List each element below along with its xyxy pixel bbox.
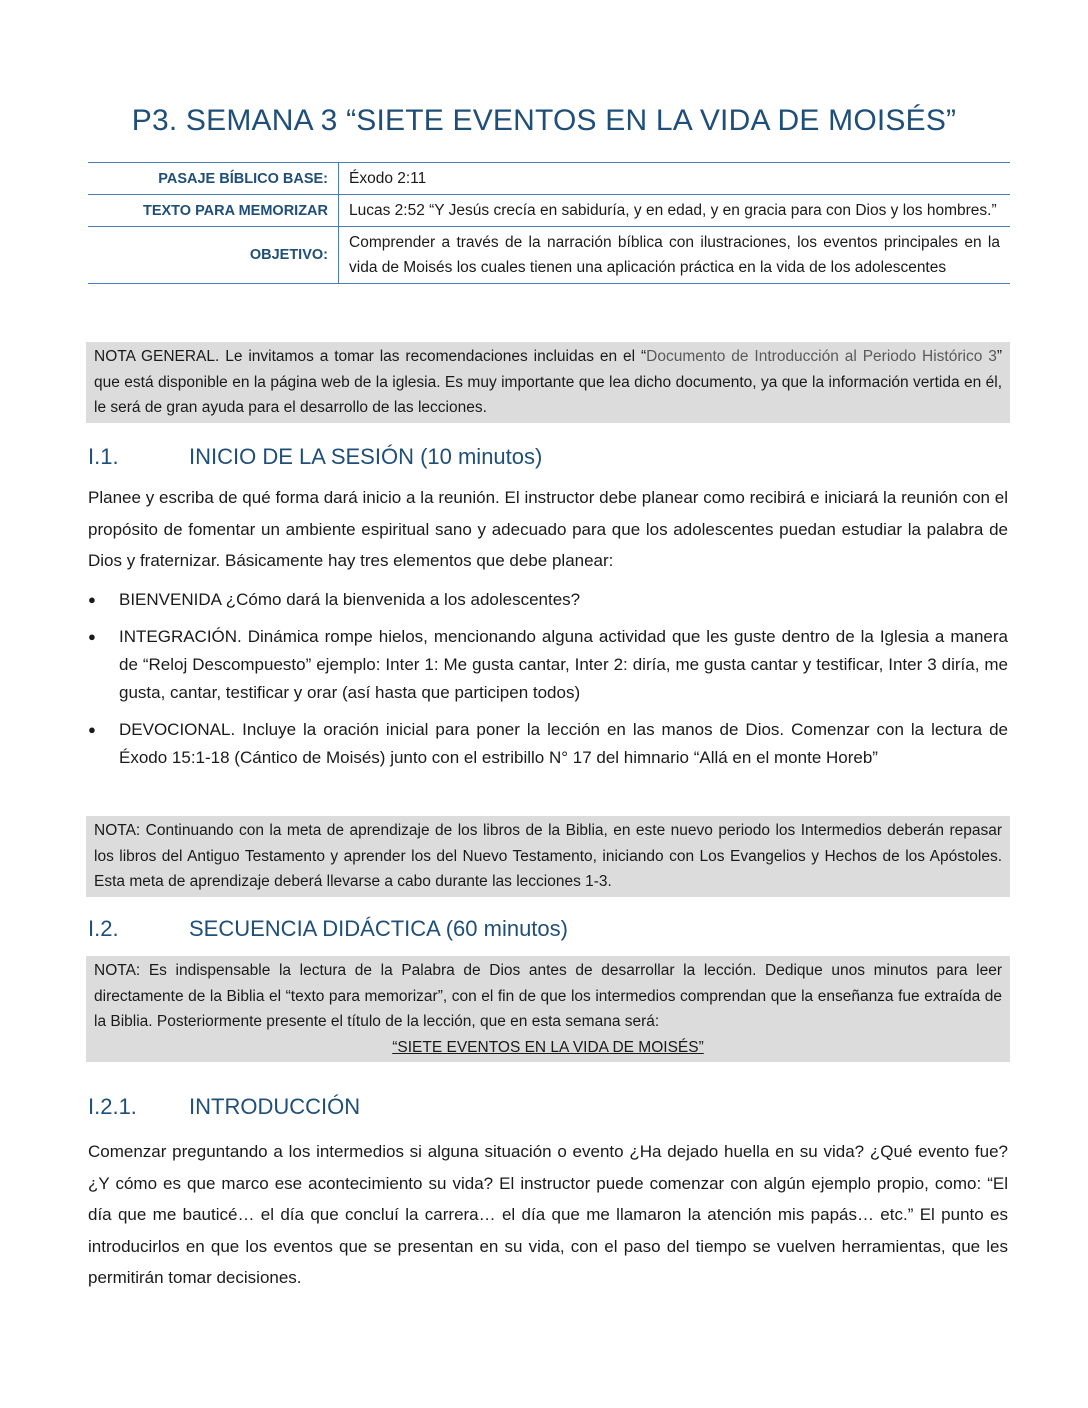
- section-intro-paragraph: Planee y escriba de qué forma dará inicio a la reunión. El instructor debe planear como recibirá e iniciará la reunión con el propósito de fomentar un ambiente espiritual sano y adecuado para que los adolescentes puedan estudiar la palabra de Dios y fraternizar. Básicamente hay tres elementos que debe planear:: [88, 488, 1008, 570]
- reading-note-text: NOTA: Es indispensable la lectura de la Palabra de Dios antes de desarrollar la lección. Dedique unos minutos para leer directamente de la Biblia el “texto para memorizar”, con el fin de que los intermedios comprendan que la enseñanza fue extraída de la Biblia. Posteriormente presente el título de la lección, que en esta semana será:: [94, 962, 1002, 1030]
- bullet-icon: ●: [88, 592, 96, 607]
- books-note: NOTA: Continuando con la meta de aprendizaje de los libros de la Biblia, en este nuevo periodo los Intermedios deberán repasar los libros del Antiguo Testamento y aprender los del Nuevo Testamento, iniciando con Los Evangelios y Hechos de los Apóstoles. Esta meta de aprendizaje deberá llevarse a cabo durante las lecciones 1-3.: [86, 816, 1010, 897]
- section-title: SECUENCIA DIDÁCTICA (60 minutos): [189, 916, 568, 941]
- reading-note: [86, 956, 1010, 1062]
- memory-verse-value: Lucas 2:52 “Y Jesús crecía en sabiduría, y en edad, y en gracia para con Dios y los hombres.”: [339, 195, 1011, 227]
- section-title: INTRODUCCIÓN: [189, 1094, 361, 1119]
- session-elements-list: [88, 586, 1008, 781]
- section-heading-introduccion: [88, 1094, 360, 1120]
- list-item: [88, 716, 1008, 772]
- objective-label: OBJETIVO:: [88, 227, 339, 284]
- bullet-icon: ●: [88, 629, 96, 644]
- section-number: I.1.: [88, 444, 119, 469]
- lesson-info-table: [88, 162, 1010, 284]
- passage-value: Éxodo 2:11: [339, 163, 1011, 195]
- table-row: [88, 163, 1010, 195]
- general-note-text: NOTA GENERAL. Le invitamos a tomar las recomendaciones incluidas en el “: [94, 348, 647, 365]
- page-title: P3. SEMANA 3 “SIETE EVENTOS EN LA VIDA DE MOISÉS”: [131, 104, 957, 137]
- list-item: [88, 623, 1008, 707]
- lesson-title-line: [94, 1035, 1002, 1061]
- general-note-text-end: ” que está disponible en la página web de la iglesia. Es muy importante que lea dicho documento, ya que la información vertida en él, le será de gran ayuda para el desarrollo de las lecciones.: [94, 348, 1003, 416]
- lesson-title: “SIETE EVENTOS EN LA VIDA DE MOISÉS”: [392, 1038, 704, 1056]
- list-item-text: DEVOCIONAL. Incluye la oración inicial para poner la lección en las manos de Dios. Comenzar con la lectura de Éxodo 15:1-18 (Cántico de Moisés) junto con el estribillo N° 17 del himnario “Allá en el monte Horeb”: [119, 720, 1008, 767]
- section-number: I.2.1.: [88, 1094, 137, 1119]
- table-row: [88, 227, 1010, 284]
- table-row: [88, 195, 1010, 227]
- section-number: I.2.: [88, 916, 119, 941]
- section-title: INICIO DE LA SESIÓN (10 minutos): [189, 444, 543, 469]
- list-item-text: BIENVENIDA ¿Cómo dará la bienvenida a los adolescentes?: [119, 590, 581, 609]
- bullet-icon: ●: [88, 722, 96, 737]
- section-heading-inicio: [88, 444, 542, 470]
- general-note: [86, 342, 1010, 423]
- passage-label: PASAJE BÍBLICO BASE:: [88, 163, 339, 195]
- memory-verse-label: TEXTO PARA MEMORIZAR: [88, 195, 339, 227]
- introduction-paragraph: Comenzar preguntando a los intermedios si alguna situación o evento ¿Ha dejado huella en su vida? ¿Qué evento fue? ¿Y cómo es que marco ese acontecimiento su vida? El instructor puede comenzar con algún ejemplo propio, como: “El día que me bauticé… el día que concluí la carrera… el día que me llamaron la atención mis papás… etc.” El punto es introducirlos en que los eventos que se presentan en su vida, con el paso del tiempo se vuelven herramientas, que les permitirán tomar decisiones.: [88, 1142, 1008, 1287]
- list-item: [88, 586, 1008, 614]
- introduction-document-link[interactable]: Documento de Introducción al Periodo Histórico 3: [646, 348, 997, 365]
- objective-value: Comprender a través de la narración bíblica con ilustraciones, los eventos principales en la vida de Moisés los cuales tienen una aplicación práctica en la vida de los adolescentes: [339, 227, 1011, 284]
- section-heading-secuencia: [88, 916, 568, 942]
- list-item-text: INTEGRACIÓN. Dinámica rompe hielos, mencionando alguna actividad que les guste dentro de la Iglesia a manera de “Reloj Descompuesto” ejemplo: Inter 1: Me gusta cantar, Inter 2: diría, me gusta cantar y testificar, Inter 3 diría, me gusta, cantar, testificar y orar (así hasta que participen todos): [119, 627, 1008, 702]
